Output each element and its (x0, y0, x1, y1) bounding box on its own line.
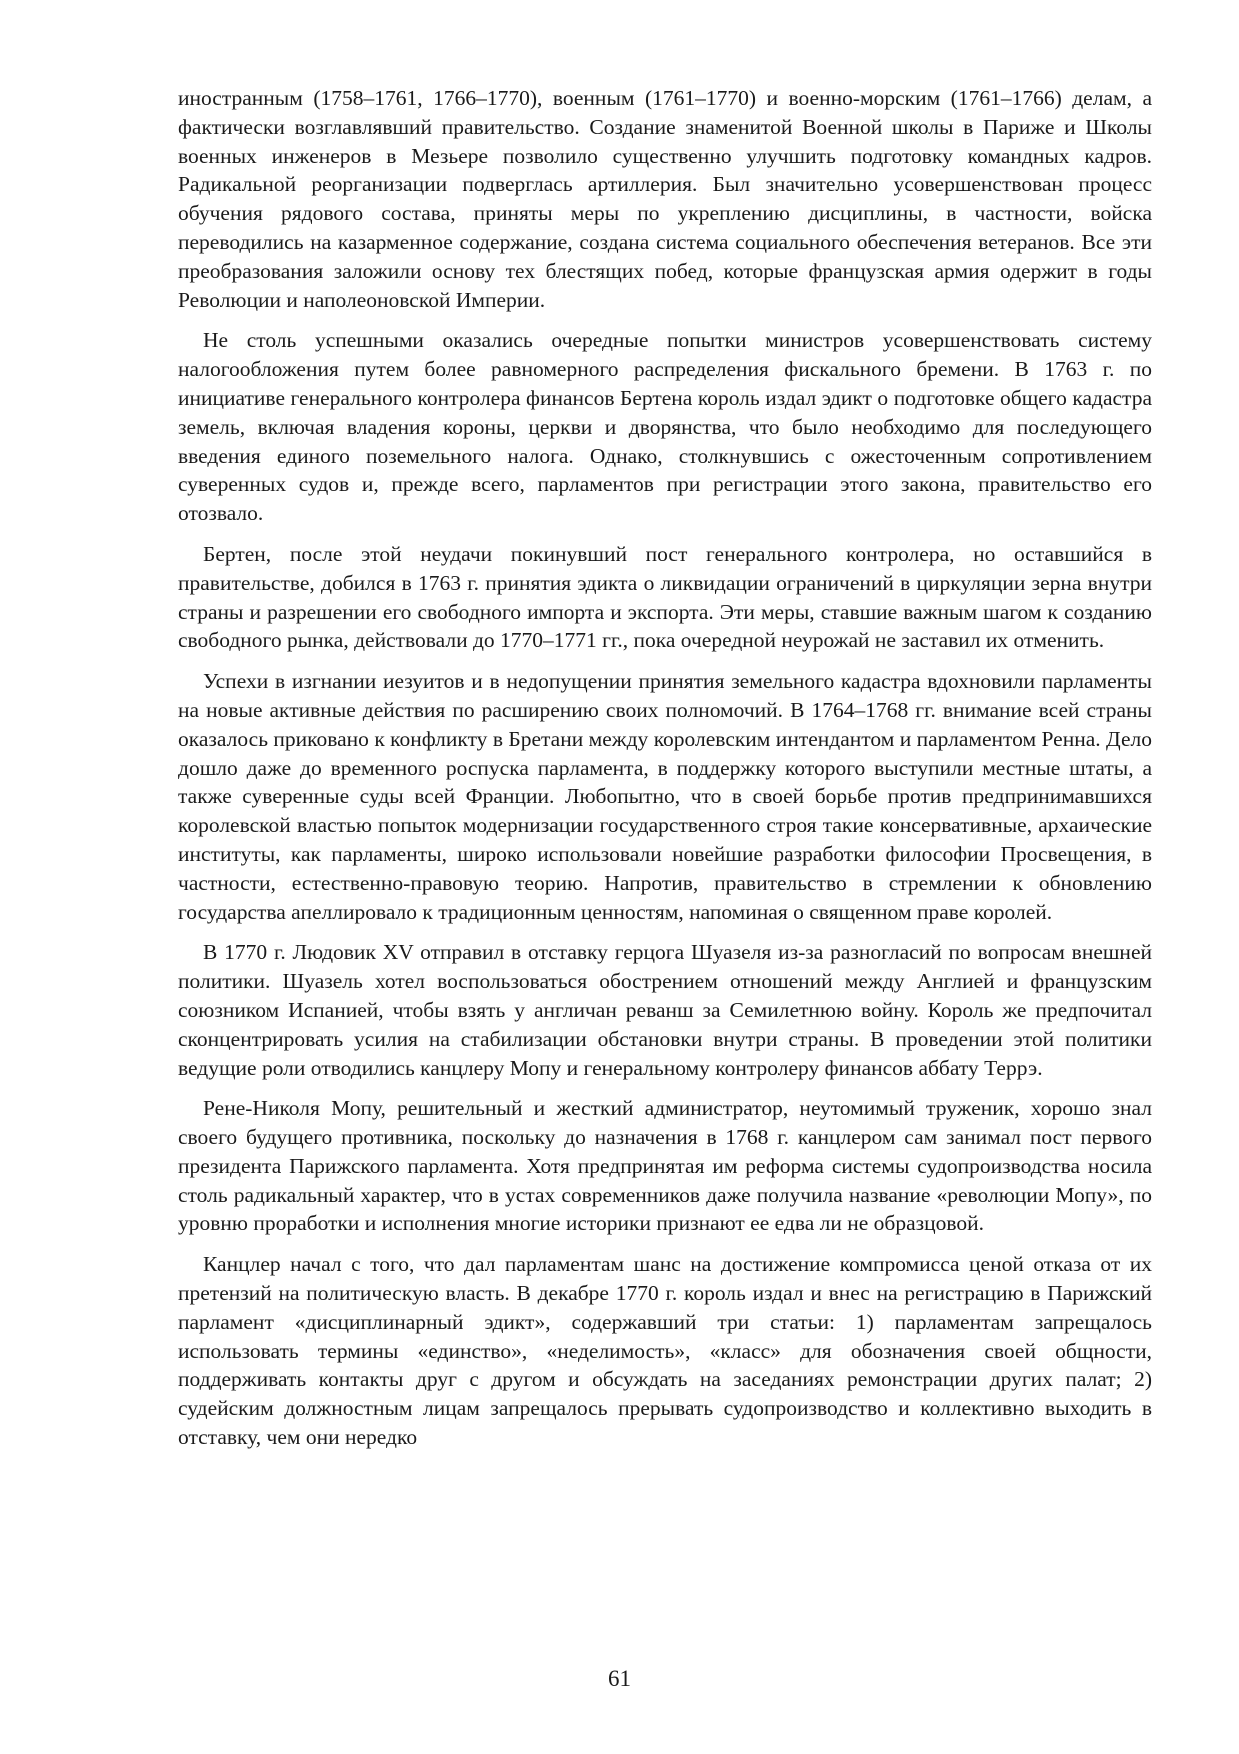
paragraph-3: Бертен, после этой неудачи покинувший пост генерального контролера, но оставшийся в правительстве, добился в 1763 г. принятия эдикта о ликвидации ограничений в циркуляции зерна внутри страны и разрешении его свободного импорта и экспорта. Эти меры, ставшие важным шагом к созданию свободного рынка, действовали до 1770–1771 гг., пока очередной неурожай не заставил их отменить. (178, 541, 1152, 653)
paragraph-4: Успехи в изгнании иезуитов и в недопущении принятия земельного кадастра вдохновили парламенты на новые активные действия по расширению своих полномочий. В 1764–1768 гг. внимание всей страны оказалось приковано к конфликту в Бретани между королевским интендантом и парламентом Ренна. Дело дошло даже до временного роспуска парламента, в поддержку которого выступили местные штаты, а также суверенные суды всей Франции. Любопытно, что в своей борьбе против предпринимавшихся королевской властью попыток модернизации государственного строя такие консервативные, архаические институты, как парламенты, широко использовали новейшие разработки философии Просвещения, в частности, естественно-правовую теорию. Напротив, правительство в стремлении к обновлению государства апеллировало к традиционным ценностям, напоминая о священном праве королей. (178, 669, 1152, 924)
paragraph-7: Канцлер начал с того, что дал парламентам шанс на достижение компромисса ценой отказа от их претензий на политическую власть. В декабре 1770 г. король издал и внес на регистрацию в Парижский парламент «дисциплинарный эдикт», содержавший три статьи: 1) парламентам запрещалось использовать термины «единство», «неделимость», «класс» для обозначения своей общности, поддерживать контакты друг с другом и обсуждать на заседаниях ремонстрации других палат; 2) судейским должностным лицам запрещалось прерывать судопроизводство и коллективно выходить в отставку, чем они нередко (178, 1252, 1152, 1450)
paragraph-6: Рене-Николя Мопу, решительный и жесткий администратор, неутомимый труженик, хорошо знал своего будущего противника, поскольку до назначения в 1768 г. канцлером сам занимал пост первого президента Парижского парламента. Хотя предпринятая им реформа системы судопроизводства носила столь радикальный характер, что в устах современников даже получила название «революции Мопу», по уровню проработки и исполнения многие историки признают ее едва ли не образцовой. (178, 1096, 1152, 1236)
paragraph-5: В 1770 г. Людовик XV отправил в отставку герцога Шуазеля из-за разногласий по вопросам внешней политики. Шуазель хотел воспользоваться обострением отношений между Англией и французским союзником Испанией, чтобы взять у англичан реванш за Семилетнюю войну. Король же предпочитал сконцентрировать усилия на стабилизации обстановки внутри страны. В проведении этой политики ведущие роли отводились канцлеру Мопу и генеральному контролеру финансов аббату Террэ. (178, 940, 1152, 1080)
paragraph-2: Не столь успешными оказались очередные попытки министров усовершенствовать систему налогообложения путем более равномерного распределения фискального бремени. В 1763 г. по инициативе генерального контролера финансов Бертена король издал эдикт о подготовке общего кадастра земель, включая владения короны, церкви и дворянства, что было необходимо для последующего введения единого поземельного налога. Однако, столкнувшись с ожесточенным сопротивлением суверенных судов и, прежде всего, парламентов при регистрации этого закона, правительство его отозвало. (178, 328, 1152, 526)
paragraph-1: иностранным (1758–1761, 1766–1770), военным (1761–1770) и военно-морским (1761–1766) делам, а фактически возглавлявший правительство. Создание знаменитой Военной школы в Париже и Школы военных инженеров в Мезьере позволило существенно улучшить подготовку командных кадров. Радикальной реорганизации подверглась артиллерия. Был значительно усовершенствован процесс обучения рядового состава, приняты меры по укреплению дисциплины, в частности, войска переводились на казарменное содержание, создана система социального обеспечения ветеранов. Все эти преобразования заложили основу тех блестящих побед, которые французская армия одержит в годы Революции и наполеоновской Империи. (178, 86, 1152, 312)
page-number: 61 (608, 1666, 631, 1691)
page-body (178, 84, 1152, 1464)
